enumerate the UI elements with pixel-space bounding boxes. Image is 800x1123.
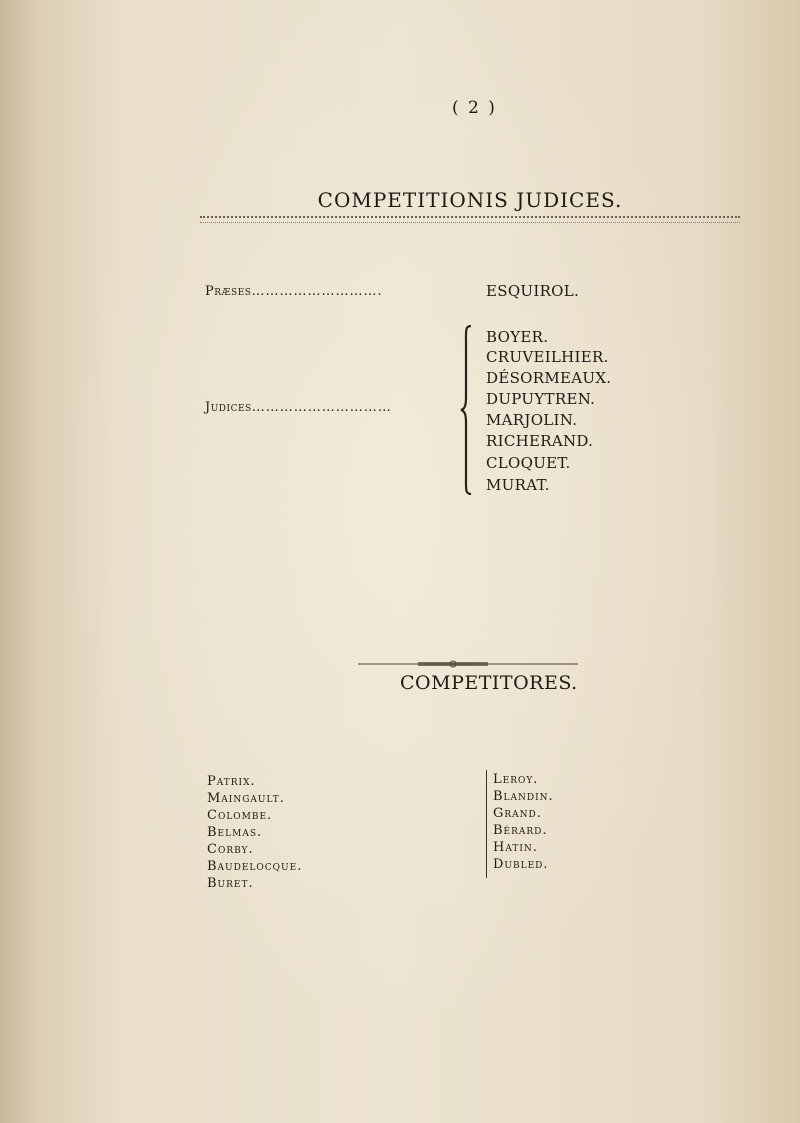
competitor-name: Corby. <box>207 842 254 857</box>
curly-brace-icon <box>460 325 472 495</box>
praeses-label: Præses <box>205 284 252 299</box>
page-number: ( 2 ) <box>452 98 497 118</box>
dotted-rule <box>200 216 740 223</box>
judge-name: BOYER. <box>486 328 549 346</box>
judices-row <box>205 400 392 415</box>
judge-name: CLOQUET. <box>486 454 571 472</box>
competitor-name: Belmas. <box>207 825 263 840</box>
competitor-name: Blandin. <box>493 789 554 804</box>
competitor-name: Leroy. <box>493 772 539 787</box>
judge-name: MURAT. <box>486 476 550 494</box>
competitor-name: Baudelocque. <box>207 859 303 874</box>
judge-name: DÉSORMEAUX. <box>486 369 612 387</box>
judge-name: DUPUYTREN. <box>486 390 596 408</box>
praeses-row <box>205 284 383 299</box>
dot-leader: ………………………… <box>251 400 392 415</box>
ornament-rule <box>358 659 578 669</box>
competitor-name: Colombe. <box>207 808 273 823</box>
dot-leader: ………………………. <box>251 284 383 299</box>
column-divider <box>486 770 487 878</box>
competitor-name: Patrix. <box>207 774 256 789</box>
judices-label: Judices <box>205 400 252 415</box>
competitor-name: Grand. <box>493 806 542 821</box>
competitor-name: Hatin. <box>493 840 538 855</box>
judge-name: RICHERAND. <box>486 432 594 450</box>
competitor-name: Buret. <box>207 876 254 891</box>
praeses-name: ESQUIROL. <box>486 282 580 300</box>
judge-name: MARJOLIN. <box>486 411 578 429</box>
judge-name: CRUVEILHIER. <box>486 348 609 366</box>
competitor-name: Maingault. <box>207 791 285 806</box>
competitor-name: Bérard. <box>493 823 548 838</box>
competitors-heading: COMPETITORES. <box>400 672 578 694</box>
competitor-name: Dubled. <box>493 857 549 872</box>
judges-heading: COMPETITIONIS JUDICES. <box>317 188 623 212</box>
